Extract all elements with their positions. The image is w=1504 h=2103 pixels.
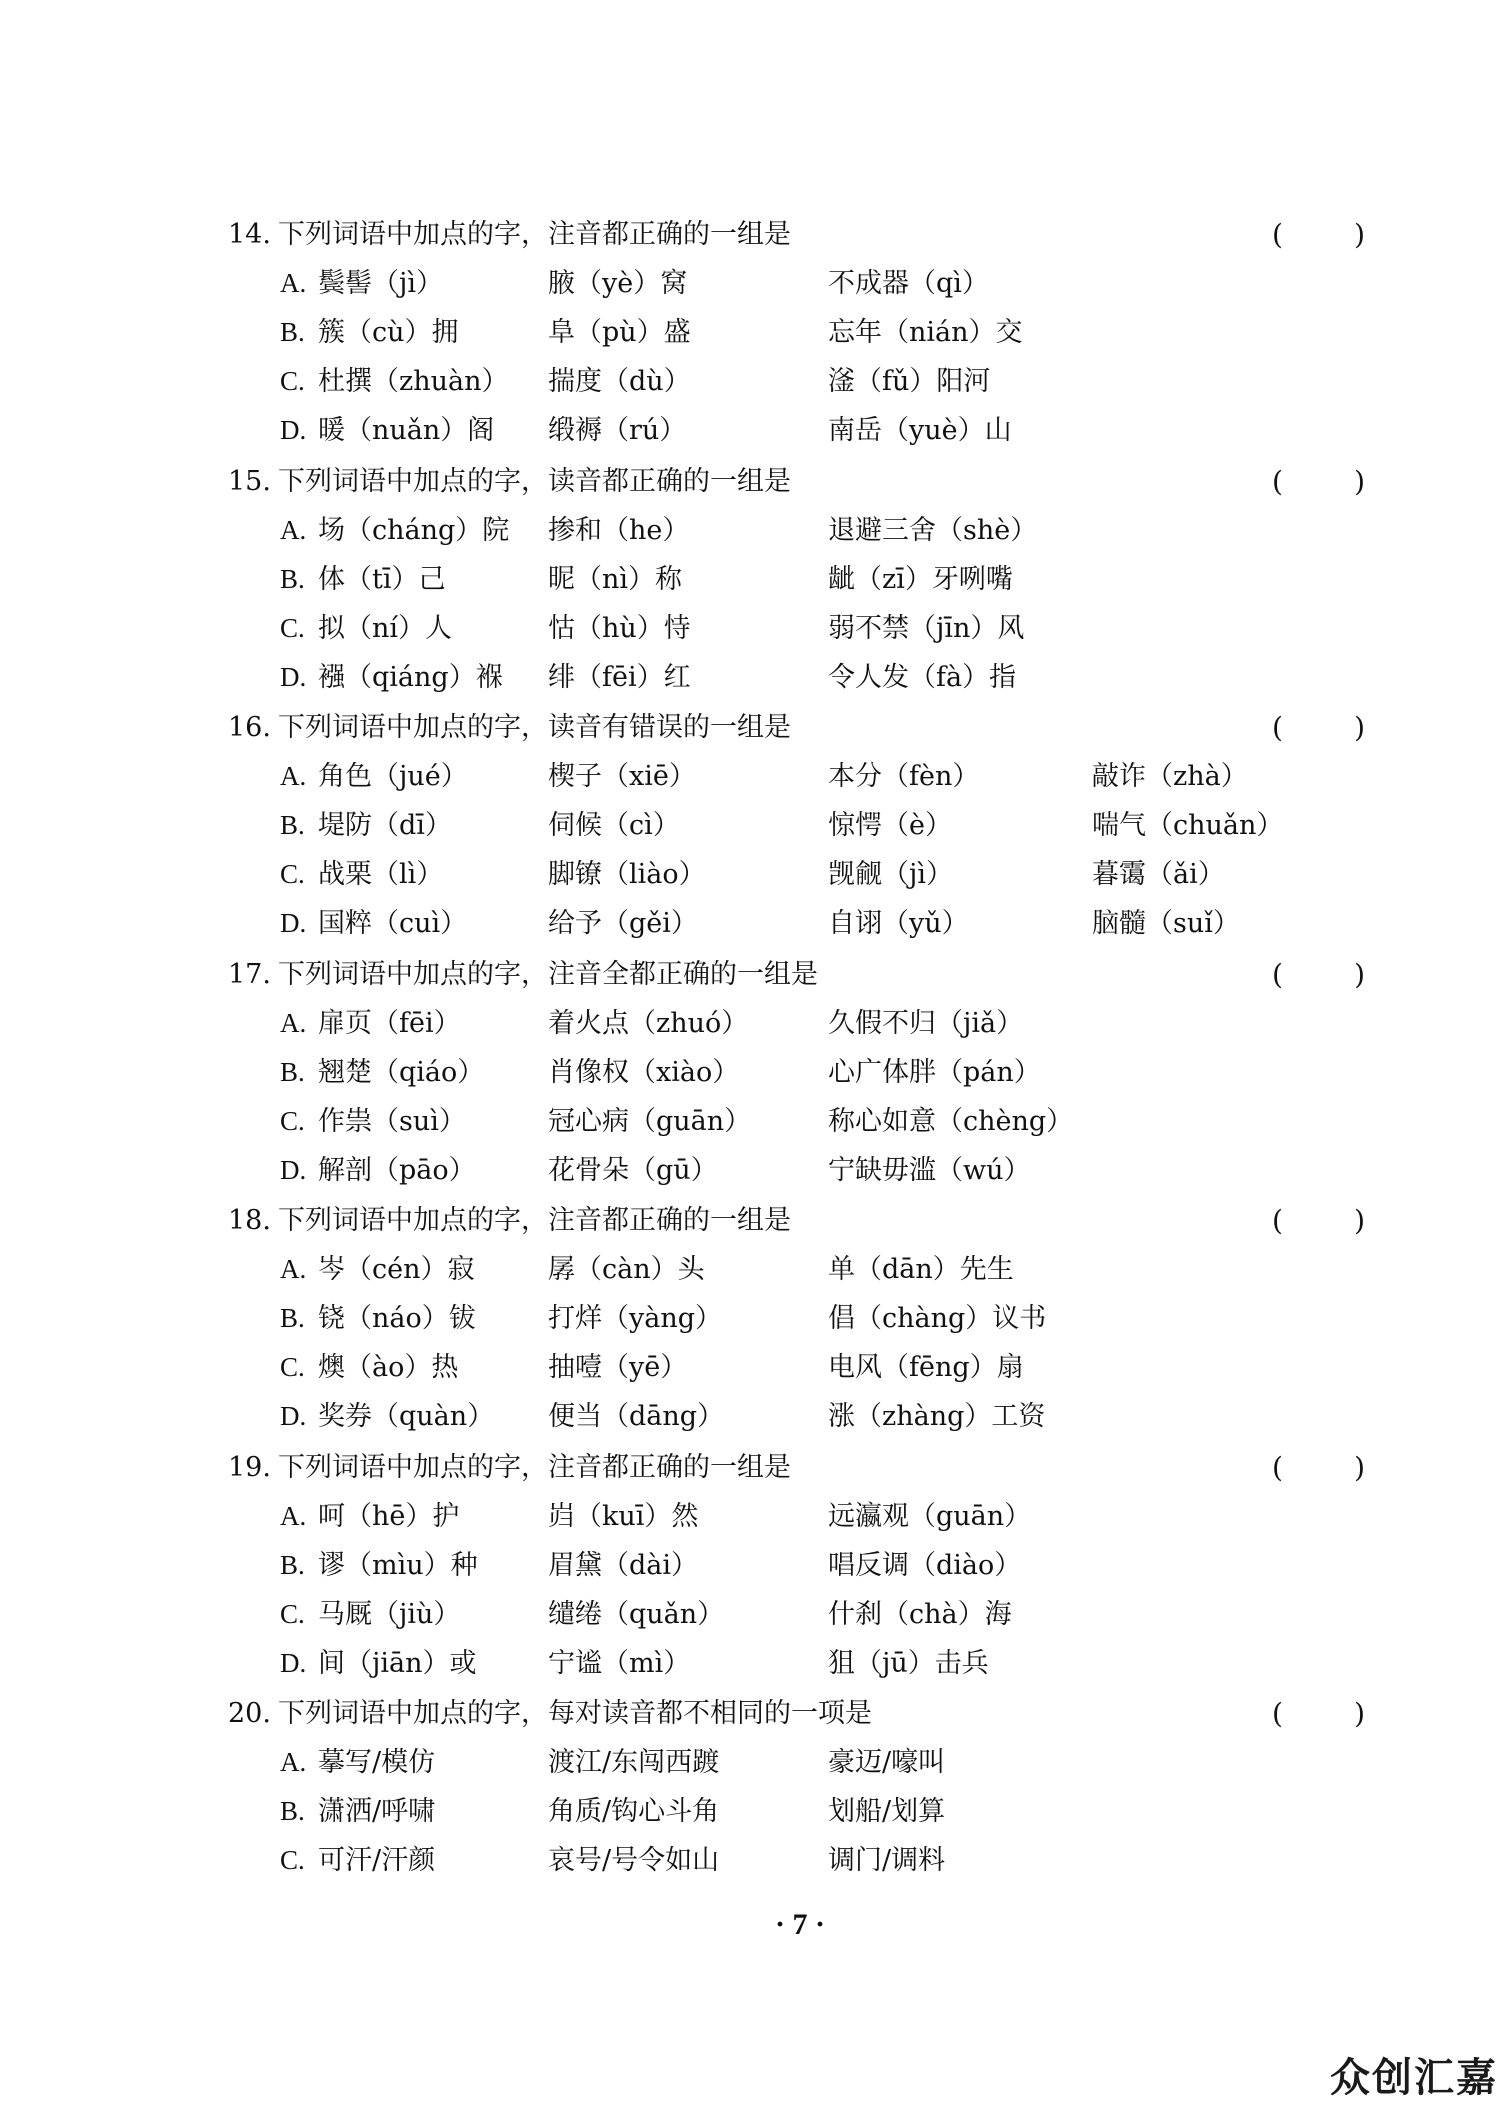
option-word: 敲诈（zhà） [1092,761,1248,792]
option-a [280,506,1380,555]
option-word: 岿（kuī）然 [548,1500,699,1532]
question-number: 15. [228,465,271,497]
question-text: 下列词语中加点的字，注音都正确的一组是 [278,1451,791,1483]
option-word: 令人发（fà）指 [828,661,1017,693]
option-word: 狙（jū）击兵 [828,1647,989,1679]
option-c [280,357,1380,406]
option-word: 忘年（nián）交 [828,317,1023,348]
option-word: 腋（yè）窝 [548,268,688,299]
watermark-logo: 众创汇嘉 [1330,2055,1498,2101]
option-word: 铙（náo）钹 [318,1303,476,1334]
option-word: 马厩（jiù） [318,1598,461,1630]
option-word: 杜撰（zhuàn） [318,366,509,397]
option-letter: C. [280,366,305,396]
option-word: 掺和（he） [548,514,690,546]
option-c [280,1343,1380,1392]
question-text: 下列词语中加点的字，注音都正确的一组是 [278,1205,791,1236]
option-word: 眉黛（dài） [548,1549,699,1581]
option-b [280,1294,1380,1343]
option-letter: A. [280,1254,307,1284]
option-word: 倡（chàng）议书 [828,1303,1047,1334]
option-b [280,1541,1380,1590]
option-letter: C. [280,1845,305,1875]
option-word: 伺候（cì） [548,810,680,841]
option-word: 场（cháng）院 [318,514,510,546]
option-word: 角质/钩心斗角 [548,1796,720,1827]
answer-bracket: ( ) [1272,1697,1366,1730]
answer-bracket: ( ) [1272,1450,1366,1484]
option-word: 喘气（chuǎn） [1092,810,1284,841]
option-word: 体（tī）己 [318,563,446,595]
option-word: 电风（fēng）扇 [828,1352,1024,1383]
option-word: 花骨朵（gū） [548,1154,718,1186]
option-word: 肖像权（xiào） [548,1056,740,1088]
option-word: 宁缺毋滥（wú） [828,1154,1031,1186]
option-a [280,259,1380,308]
option-c [280,850,1380,899]
question-stem [228,1443,791,1492]
option-word: 揣度（dù） [548,366,691,397]
option-word: 岑（cén）寂 [318,1254,475,1285]
option-word: 脚镣（liào） [548,859,706,890]
question-number: 18. [228,1205,271,1236]
option-word: 什刹（chà）海 [828,1598,1012,1630]
option-b [280,1048,1380,1097]
option-a [280,1492,1380,1541]
option-word: 拟（ní）人 [318,612,453,644]
question-text: 下列词语中加点的字，注音全都正确的一组是 [278,958,818,990]
question-stem [228,1196,791,1245]
option-d [280,1146,1380,1195]
question-number: 14. [228,219,271,250]
option-word: 战栗（lì） [318,859,444,890]
option-word: 南岳（yuè）山 [828,415,1012,446]
option-word: 绯（fēi）红 [548,661,691,693]
option-letter: C. [280,1352,305,1382]
option-letter: A. [280,761,307,791]
option-word: 打烊（yàng） [548,1303,723,1334]
option-word: 孱（càn）头 [548,1254,705,1285]
option-word: 簇（cù）拥 [318,317,459,348]
question-text: 下列词语中加点的字，读音有错误的一组是 [278,712,791,743]
option-word: 划船/划算 [828,1796,946,1827]
option-word: 缎褥（rú） [548,415,687,446]
answer-bracket: ( ) [1272,218,1366,251]
option-word: 单（dān）先生 [828,1254,1014,1285]
option-d [280,899,1380,948]
option-word: 角色（jué） [318,761,468,792]
option-word: 哀号/号令如山 [548,1845,720,1876]
option-word: 觊觎（jì） [828,859,954,890]
option-letter: A. [280,1007,307,1038]
option-word: 昵（nì）称 [548,563,683,595]
option-a [280,999,1380,1048]
question-number: 19. [228,1451,271,1483]
option-letter: B. [280,1056,305,1087]
option-word: 涨（zhàng）工资 [828,1401,1046,1432]
option-letter: D. [280,415,307,445]
question-text: 下列词语中加点的字，注音都正确的一组是 [278,219,791,250]
option-letter: B. [280,1303,305,1333]
option-word: 不成器（qì） [828,268,989,299]
option-word: 称心如意（chèng） [828,1105,1074,1137]
option-word: 国粹（cuì） [318,908,468,939]
question-number: 17. [228,958,271,990]
option-word: 宁谧（mì） [548,1647,691,1679]
option-letter: C. [280,1598,305,1629]
answer-bracket: ( ) [1272,464,1366,498]
option-letter: D. [280,1401,307,1431]
option-letter: B. [280,810,305,840]
option-word: 阜（pù）盛 [548,317,691,348]
option-word: 滏（fǔ）阳河 [828,366,991,397]
question-number: 16. [228,712,271,743]
option-word: 缱绻（quǎn） [548,1598,725,1630]
option-letter: D. [280,1647,307,1678]
option-letter: A. [280,1500,307,1531]
option-d [280,653,1380,702]
answer-bracket: ( ) [1272,1204,1366,1237]
option-word: 弱不禁（jīn）风 [828,612,1025,644]
question-text: 下列词语中加点的字，每对读音都不相同的一项是 [278,1698,872,1729]
option-word: 久假不归（jiǎ） [828,1007,1024,1039]
option-word: 可汗/汗颜 [318,1845,436,1876]
question-stem [228,210,791,259]
option-c [280,604,1380,653]
option-word: 襁（qiáng）褓 [318,661,503,693]
option-word: 自诩（yǔ） [828,908,969,939]
option-word: 唱反调（diào） [828,1549,1022,1581]
option-letter: A. [280,1747,307,1777]
option-word: 给予（gěi） [548,908,698,939]
option-letter: D. [280,661,307,692]
page-number: · 7 · [774,1908,825,1941]
option-word: 暮霭（ǎi） [1092,859,1225,890]
option-word: 解剖（pāo） [318,1154,476,1186]
option-word: 本分（fèn） [828,761,980,792]
option-word: 翘楚（qiáo） [318,1056,485,1088]
option-word: 龇（zī）牙咧嘴 [828,563,1013,595]
option-word: 退避三舍（shè） [828,514,1038,546]
option-word: 远瀛观（guān） [828,1500,1032,1532]
option-b [280,555,1380,604]
answer-bracket: ( ) [1272,711,1366,744]
option-word: 间（jiān）或 [318,1647,477,1679]
option-c [280,1836,1380,1885]
option-letter: B. [280,1796,305,1826]
option-b [280,1787,1380,1836]
option-word: 着火点（zhuó） [548,1007,749,1039]
question-text: 下列词语中加点的字，读音都正确的一组是 [278,465,791,497]
option-letter: C. [280,1105,305,1136]
option-word: 惊愕（è） [828,810,952,841]
option-word: 潇洒/呼啸 [318,1796,436,1827]
option-letter: C. [280,859,305,889]
question-stem [228,457,791,506]
option-a [280,1245,1380,1294]
option-word: 奖券（quàn） [318,1401,495,1432]
option-word: 抽噎（yē） [548,1352,688,1383]
option-letter: B. [280,1549,305,1580]
option-word: 冠心病（guān） [548,1105,752,1137]
option-word: 谬（mìu）种 [318,1549,478,1581]
option-d [280,1392,1380,1441]
question-stem [228,950,818,999]
option-word: 怙（hù）恃 [548,612,691,644]
option-letter: B. [280,317,305,347]
question-number: 20. [228,1698,271,1729]
option-word: 摹写/模仿 [318,1747,436,1778]
question-stem [228,1689,872,1738]
option-letter: D. [280,1154,307,1185]
option-word: 调门/调料 [828,1845,946,1876]
answer-bracket: ( ) [1272,957,1366,991]
question-stem [228,703,791,752]
option-c [280,1590,1380,1639]
option-word: 燠（ào）热 [318,1352,459,1383]
option-word: 暖（nuǎn）阁 [318,415,495,446]
option-word: 便当（dāng） [548,1401,725,1432]
option-word: 脑髓（suǐ） [1092,908,1240,939]
option-b [280,308,1380,357]
option-word: 豪迈/嚎叫 [828,1747,946,1778]
option-d [280,1639,1380,1688]
option-word: 扉页（fēi） [318,1007,461,1039]
option-letter: B. [280,563,305,594]
option-a [280,752,1380,801]
option-word: 心广体胖（pán） [828,1056,1041,1088]
option-letter: D. [280,908,307,938]
option-d [280,406,1380,455]
option-c [280,1097,1380,1146]
option-a [280,1738,1380,1787]
option-word: 呵（hē）护 [318,1500,460,1532]
option-letter: A. [280,514,307,545]
option-letter: A. [280,268,307,298]
option-word: 作祟（suì） [318,1105,466,1137]
option-word: 鬓髻（jì） [318,268,444,299]
option-word: 堤防（dī） [318,810,452,841]
option-word: 渡江/东闯西踱 [548,1747,720,1778]
option-letter: C. [280,612,305,643]
option-word: 楔子（xiē） [548,761,696,792]
option-b [280,801,1380,850]
